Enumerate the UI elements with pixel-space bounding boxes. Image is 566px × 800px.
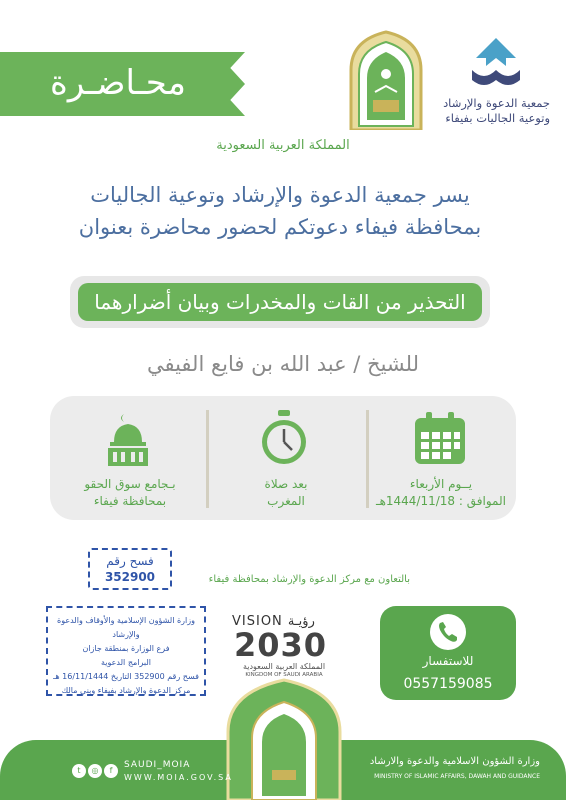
details-divider xyxy=(366,410,369,508)
vision-sub-en: KINGDOM OF SAUDI ARABIA xyxy=(245,672,323,678)
stamp-line3: البرامج الدعوية xyxy=(101,658,151,667)
stopwatch-icon xyxy=(258,410,310,466)
association-logo-icon xyxy=(464,36,528,90)
details-divider xyxy=(206,410,209,508)
association-name-line1: جمعية الدعوة والإرشاد xyxy=(443,96,550,110)
footer-ministry-ar: وزارة الشؤون الاسلامية والدعوة والارشاد xyxy=(369,756,540,767)
twitter-icon[interactable]: t xyxy=(72,764,86,778)
stamp-line5: مركز الدعوة والإرشاد بفيفاء وبني مالك xyxy=(61,686,191,695)
footer-ministry-en: MINISTRY OF ISLAMIC AFFAIRS, DAWAH AND GUIDANCE xyxy=(374,773,540,780)
cooperation-note: بالتعاون مع مركز الدعوة والإرشاد بمحافظة فيفاء xyxy=(208,574,410,585)
footer-emblem-icon xyxy=(222,678,346,800)
time-line1: بعد صلاة xyxy=(264,477,308,491)
kingdom-label: المملكة العربية السعودية xyxy=(216,138,350,153)
place-line1: بـجامع سوق الحقو xyxy=(84,477,176,491)
banner-label: محـاضـرة xyxy=(50,63,186,103)
stamp-line2: فرع الوزارة بمنطقة جازان xyxy=(82,644,170,653)
instagram-icon[interactable]: ◎ xyxy=(88,764,102,778)
place-line2: بمحافظة فيفاء xyxy=(93,494,167,508)
intro-line2: بمحافظة فيفاء دعوتكم لحضور محاضرة بعنوان xyxy=(78,215,482,239)
vision-word: VISION رؤيـة xyxy=(232,614,315,629)
association-name xyxy=(418,96,550,126)
time-line2: المغرب xyxy=(267,494,305,508)
footer-website[interactable]: WWW.MOIA.GOV.SA xyxy=(124,773,233,782)
contact-phone[interactable]: 0557159085 xyxy=(403,676,493,692)
place-info xyxy=(60,476,200,510)
mosque-icon xyxy=(100,412,156,468)
intro-line1: يسر جمعية الدعوة والإرشاد وتوعية الجاليات xyxy=(90,183,470,207)
vision-sub-ar: المملكة العربية السعودية xyxy=(242,662,326,671)
permit-label: فسح رقم xyxy=(106,554,154,568)
stamp-line1: وزارة الشؤون الإسلامية والأوقاف والدعوة والإرشاد xyxy=(57,616,195,639)
time-info xyxy=(216,476,356,510)
phone-icon xyxy=(428,612,468,652)
ministry-emblem-icon xyxy=(343,30,429,130)
vision-number: 2030 xyxy=(234,626,328,664)
association-name-line2: وتوعية الجاليات بفيفاء xyxy=(445,111,550,125)
speaker-name: للشيخ / عبد الله بن فايع الفيفي xyxy=(146,352,420,376)
facebook-icon[interactable]: f xyxy=(104,764,118,778)
lecture-title: التحذير من القات والمخدرات وبيان أضرارهما xyxy=(78,283,482,321)
stamp-line4: فسح رقم 352900 التاريخ 16/11/1444 هـ xyxy=(53,672,199,681)
contact-label: للاستفسار xyxy=(422,654,474,668)
ministry-stamp xyxy=(46,606,206,696)
calendar-icon xyxy=(412,410,468,466)
day-line1: يــوم الأربعاء xyxy=(409,477,473,491)
footer-handle: SAUDI_MOIA xyxy=(124,760,191,770)
permit-number: 352900 xyxy=(104,570,156,584)
permit-stamp xyxy=(88,548,172,590)
day-line2: الموافق : 1444/11/18هـ xyxy=(376,494,506,508)
day-info xyxy=(376,476,506,510)
